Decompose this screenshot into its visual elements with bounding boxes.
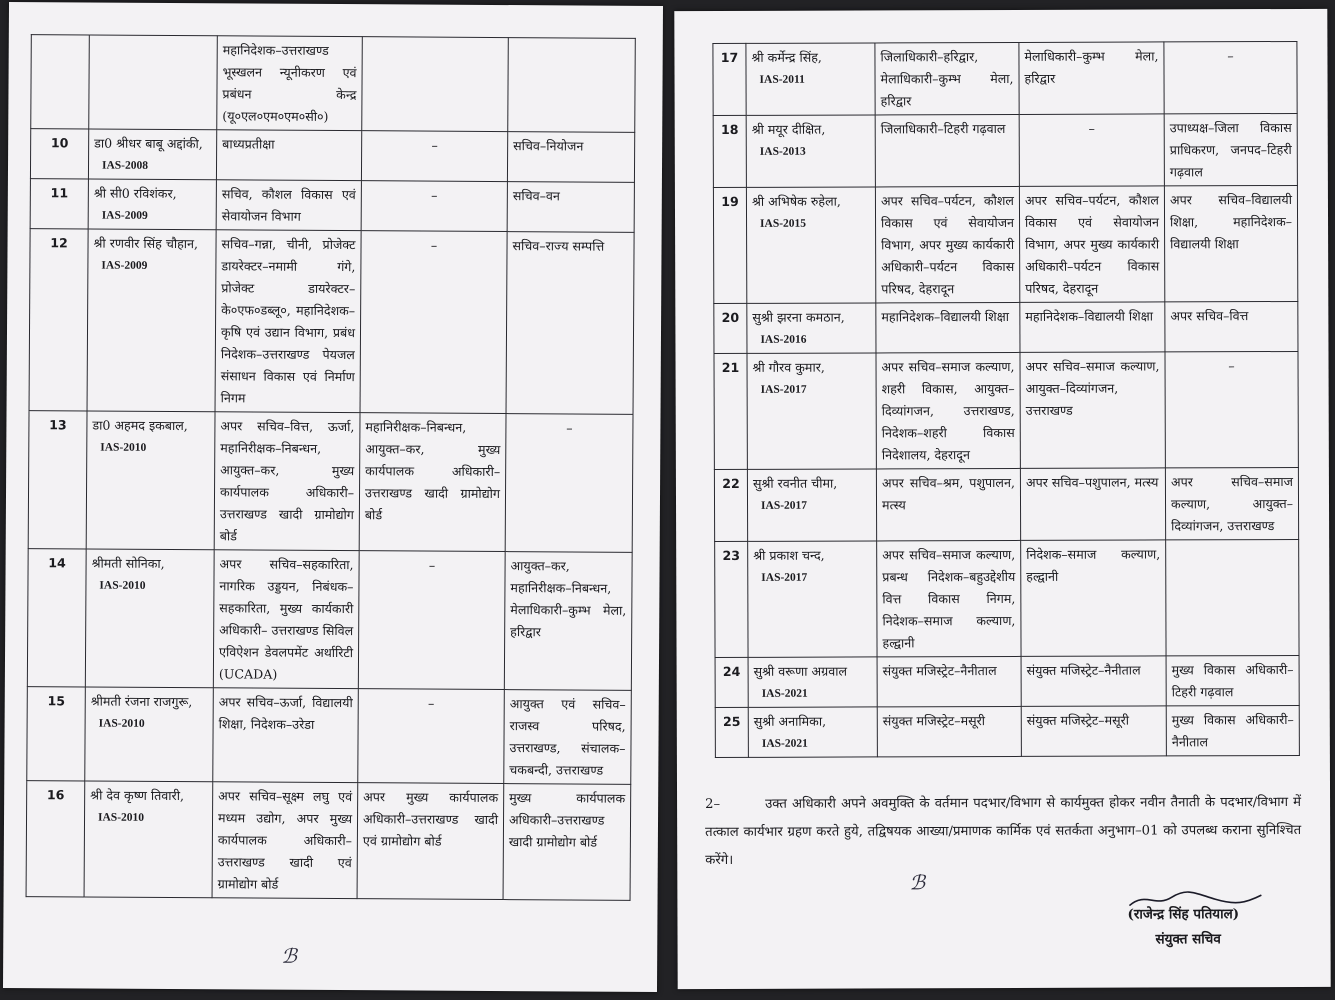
- officer-name-cell: [747, 303, 876, 353]
- relieved-posting: संयुक्त मजिस्ट्रेट–नैनीताल: [1021, 656, 1166, 707]
- table-row: [29, 229, 634, 415]
- officer-name-cell: [86, 411, 215, 550]
- officer-batch: IAS-2010: [98, 811, 145, 824]
- officer-batch: IAS-2009: [101, 259, 148, 272]
- current-posting: संयुक्त मजिस्ट्रेट–मसूरी: [877, 706, 1021, 757]
- relieved-posting: –: [361, 181, 507, 232]
- handwritten-initials: ℬ: [281, 943, 298, 968]
- officer-name-cell: [748, 541, 877, 657]
- current-posting: संयुक्त मजिस्ट्रेट–नैनीताल: [877, 656, 1021, 707]
- table-row: [27, 687, 632, 785]
- instruction-paragraph: [705, 789, 1301, 875]
- table-row: [26, 781, 631, 901]
- relieved-posting: –: [358, 689, 505, 784]
- document-page-left: [3, 2, 663, 992]
- relieved-posting: महानिदेशक–विद्यालयी शिक्षा: [1020, 302, 1165, 353]
- new-posting: अपर सचिव–समाज कल्याण, आयुक्त–दिव्यांगजन, उत्तराखण्ड: [1165, 467, 1298, 539]
- current-posting: बाध्यप्रतीक्षा: [216, 130, 361, 181]
- officer-batch: IAS-2013: [759, 145, 806, 158]
- officer-name-cell: [747, 353, 876, 469]
- officer-name: श्री सी0 रविशंकर,: [93, 185, 177, 202]
- new-posting: सचिव–वन: [507, 182, 634, 233]
- officer-name: श्री अभिषेक रुहेला,: [751, 193, 841, 209]
- serial-number: 15: [27, 687, 86, 781]
- table-row: [713, 185, 1297, 303]
- relieved-posting: निदेशक–समाज कल्याण, हल्द्वानी: [1021, 540, 1166, 657]
- relieved-posting: –: [1019, 114, 1164, 187]
- officer-transfer-table: [26, 34, 636, 901]
- relieved-posting: मेलाधिकारी–कुम्भ मेला, हरिद्वार: [1019, 42, 1164, 115]
- serial-number: 21: [714, 353, 747, 469]
- paragraph-text: उक्त अधिकारी अपने अवमुक्ति के वर्तमान पदभार/विभाग से कार्यमुक्त होकर नवीन तैनाती के पदभार/विभाग में तत्काल कार्यभार ग्रहण करते हुये, तद्विषयक आख्या/प्रमाणक कार्मिक एवं सतर्कता अनुभाग–01 को उपलब्ध कराना सुनिश्चित करेंगे।: [705, 794, 1302, 869]
- new-posting: –: [1164, 41, 1297, 113]
- relieved-posting: अपर सचिव–पर्यटन, कौशल विकास एवं सेवायोजन विभाग, अपर मुख्य कार्यकारी अधिकारी–पर्यटन विकास परिषद, देहरादून: [1019, 186, 1164, 303]
- current-posting: अपर सचिव–वित्त, ऊर्जा, महानिरीक्षक–निबन्धन, आयुक्त–कर, मुख्य कार्यपालक अधिकारी–उत्तराखण्ड खादी ग्रामोद्योग बोर्ड: [214, 412, 360, 551]
- serial-number: 23: [715, 541, 748, 657]
- officer-batch: IAS-2017: [761, 571, 808, 584]
- new-posting: –: [1165, 351, 1298, 467]
- officer-name: सुश्री वरूणा अग्रवाल: [753, 663, 848, 679]
- officer-batch: IAS-2016: [760, 333, 807, 346]
- officer-name: [95, 39, 212, 40]
- serial-number: 18: [713, 115, 746, 187]
- officer-name-cell: [88, 179, 216, 230]
- signatory-name: (राजेन्द्र सिंह पतियाल): [1127, 906, 1240, 923]
- handwritten-initials: ℬ: [909, 870, 926, 895]
- officer-name-cell: [85, 687, 214, 782]
- officer-batch: IAS-2017: [761, 499, 808, 512]
- paragraph-number: 2–: [705, 796, 721, 813]
- table-row: [715, 705, 1299, 757]
- officer-batch: IAS-2021: [761, 687, 808, 700]
- serial-number: 20: [714, 303, 747, 353]
- new-posting: अपर सचिव–वित्त: [1165, 301, 1298, 351]
- officer-name-cell: [746, 187, 875, 303]
- officer-name-cell: [89, 35, 218, 130]
- relieved-posting: –: [358, 551, 505, 690]
- new-posting: आयुक्त एवं सचिव–राजस्व परिषद, उत्तराखण्ड, संचालक–चकबन्दी, उत्तराखण्ड: [504, 690, 632, 785]
- new-posting: सचिव–नियोजन: [507, 132, 634, 183]
- officer-name: श्री रणवीर सिंह चौहान,: [93, 235, 199, 252]
- relieved-posting: –: [360, 231, 507, 414]
- serial-number: 22: [714, 469, 747, 541]
- document-page-right: [674, 9, 1330, 989]
- officer-name: डा0 श्रीधर बाबू अद्दांकी,: [94, 135, 203, 152]
- current-posting: सचिव–गन्ना, चीनी, प्रोजेक्ट डायरेक्टर–नमामी गंगे, प्रोजेक्ट डायरेक्टर–के०एफ०डब्लू०, महानिदेशक–कृषि एवं उद्यान विभाग, प्रबंध निदेशक–उत्तराखण्ड पेयजल संसाधन विकास एवं निर्माण निगम: [215, 230, 361, 413]
- current-posting: अपर सचिव–श्रम, पशुपालन, मत्स्य: [876, 468, 1020, 541]
- officer-name-cell: [748, 707, 877, 757]
- serial-number: 24: [715, 657, 748, 707]
- current-posting: अपर सचिव–सूक्ष्म लघु एवं मध्यम उद्योग, अपर मुख्य कार्यपालक अधिकारी–उत्तराखण्ड खादी एवं ग्रामोद्योग बोर्ड: [212, 782, 358, 899]
- table-row: [713, 41, 1297, 115]
- officer-batch: IAS-2021: [761, 737, 808, 750]
- officer-transfer-table: [712, 41, 1299, 758]
- new-posting: मुख्य विकास अधिकारी–टिहरी गढ़वाल: [1166, 655, 1299, 705]
- current-posting: अपर सचिव–पर्यटन, कौशल विकास एवं सेवायोजन विभाग, अपर मुख्य कार्यकारी अधिकारी–पर्यटन विकास परिषद, देहरादून: [875, 186, 1019, 303]
- relieved-posting: –: [361, 131, 507, 182]
- current-posting: अपर सचिव–ऊर्जा, विद्यालयी शिक्षा, निदेशक–उरेडा: [213, 688, 359, 783]
- new-posting: –: [505, 414, 633, 553]
- serial-number: 19: [713, 187, 746, 303]
- officer-name: श्रीमती सोनिका,: [91, 555, 165, 571]
- current-posting: जिलाधिकारी–हरिद्वार, मेलाधिकारी–कुम्भ मेला, हरिद्वार: [875, 42, 1019, 115]
- officer-batch: IAS-2011: [759, 73, 805, 86]
- new-posting: अपर सचिव–विद्यालयी शिक्षा, महानिदेशक–विद्यालयी शिक्षा: [1164, 185, 1297, 301]
- new-posting: [1166, 539, 1299, 655]
- relieved-posting: संयुक्त मजिस्ट्रेट–मसूरी: [1021, 706, 1166, 757]
- officer-name-cell: [84, 781, 213, 898]
- officer-batch: IAS-2015: [760, 217, 807, 230]
- serial-number: 14: [27, 549, 86, 687]
- current-posting: महानिदेशक–उत्तराखण्ड भूस्खलन न्यूनीकरण एवं प्रबंधन केन्द्र (यू०एल०एम०एम०सी०): [217, 36, 363, 131]
- officer-name: श्री गौरव कुमार,: [752, 359, 825, 375]
- officer-name-cell: [746, 43, 875, 115]
- serial-number: 12: [29, 229, 88, 411]
- officer-name-cell: [747, 469, 876, 541]
- officer-name: श्रीमती रंजना राजगुरू,: [90, 693, 193, 710]
- current-posting: अपर सचिव–समाज कल्याण, शहरी विकास, आयुक्त–दिव्यांगजन, उत्तराखण्ड, निदेशक–शहरी विकास निदेशालय, देहरादून: [876, 352, 1020, 469]
- table-row: [714, 351, 1298, 469]
- officer-name-cell: [88, 129, 216, 180]
- table-row: [31, 35, 636, 133]
- table-row: [713, 113, 1297, 187]
- relieved-posting: महानिरीक्षक–निबन्धन, आयुक्त–कर, मुख्य कार्यपालक अधिकारी–उत्तराखण्ड खादी ग्रामोद्योग बोर्ड: [359, 413, 506, 552]
- officer-name: श्री प्रकाश चन्द,: [753, 547, 825, 563]
- serial-number: 17: [713, 43, 746, 115]
- table-row: [714, 301, 1298, 353]
- officer-batch: IAS-2008: [101, 159, 149, 172]
- table-row: [715, 539, 1299, 657]
- officer-name: श्री मयूर दीक्षित,: [751, 121, 826, 137]
- table-row: [30, 129, 634, 183]
- new-posting: सचिव–राज्य सम्पत्ति: [506, 232, 634, 415]
- new-posting: [508, 38, 636, 133]
- table-row: [30, 179, 634, 233]
- current-posting: महानिदेशक–विद्यालयी शिक्षा: [876, 302, 1020, 353]
- officer-name-cell: [85, 549, 214, 688]
- serial-number: [31, 35, 90, 129]
- officer-batch: IAS-2010: [99, 579, 146, 592]
- current-posting: जिलाधिकारी–टिहरी गढ़वाल: [875, 114, 1019, 187]
- new-posting: उपाध्यक्ष–जिला विकास प्राधिकरण, जनपद–टिहरी गढ़वाल: [1164, 113, 1297, 185]
- table-row: [714, 467, 1298, 541]
- officer-batch: IAS-2009: [101, 209, 148, 222]
- relieved-posting: अपर सचिव–समाज कल्याण, आयुक्त–दिव्यांगजन, उत्तराखण्ड: [1020, 352, 1165, 469]
- officer-name: श्री देव कृष्ण तिवारी,: [90, 787, 185, 804]
- signatory-title: संयुक्त सचिव: [1155, 931, 1221, 948]
- relieved-posting: अपर मुख्य कार्यपालक अधिकारी–उत्तराखण्ड खादी एवं ग्रामोद्योग बोर्ड: [357, 783, 504, 900]
- relieved-posting: [362, 37, 509, 132]
- new-posting: मुख्य विकास अधिकारी–नैनीताल: [1166, 705, 1299, 755]
- officer-batch: IAS-2010: [98, 717, 145, 730]
- officer-batch: [95, 39, 212, 40]
- officer-name: श्री कर्मेन्द्र सिंह,: [751, 49, 822, 65]
- officer-name-cell: [746, 115, 875, 187]
- officer-name: डा0 अहमद इकबाल,: [92, 417, 188, 434]
- serial-number: 11: [30, 179, 88, 229]
- table-row: [28, 411, 633, 553]
- current-posting: अपर सचिव–सहकारिता, नागरिक उड्डयन, निबंधक–सहकारिता, मुख्य कार्यकारी अधिकारी– उत्तराखण्ड सिविल एविऐशन डेवलपमेंट अर्थारिटी (UCADA): [213, 550, 359, 689]
- serial-number: 10: [30, 129, 88, 179]
- officer-name: सुश्री झरना कमठान,: [752, 309, 845, 325]
- serial-number: 25: [715, 707, 748, 757]
- current-posting: सचिव, कौशल विकास एवं सेवायोजन विभाग: [216, 180, 361, 231]
- officer-name: सुश्री रवनीत चीमा,: [752, 475, 838, 491]
- table-row: [27, 549, 632, 691]
- new-posting: मुख्य कार्यपालक अधिकारी–उत्तराखण्ड खादी ग्रामोद्योग बोर्ड: [503, 784, 631, 901]
- officer-name-cell: [87, 229, 216, 412]
- officer-batch: IAS-2010: [100, 441, 147, 454]
- officer-name-cell: [748, 657, 877, 707]
- new-posting: आयुक्त–कर, महानिरीक्षक–निबन्धन, मेलाधिकारी–कुम्भ मेला, हरिद्वार: [504, 552, 632, 691]
- relieved-posting: अपर सचिव–पशुपालन, मत्स्य: [1020, 468, 1165, 541]
- serial-number: 13: [28, 411, 87, 549]
- serial-number: 16: [26, 781, 85, 897]
- officer-name: सुश्री अनामिका,: [753, 713, 827, 729]
- current-posting: अपर सचिव–समाज कल्याण, प्रबन्ध निदेशक–बहुउद्देशीय वित्त विकास निगम, निदेशक–समाज कल्याण, हल्द्वानी: [877, 540, 1021, 657]
- table-row: [715, 655, 1299, 707]
- officer-batch: IAS-2017: [760, 383, 807, 396]
